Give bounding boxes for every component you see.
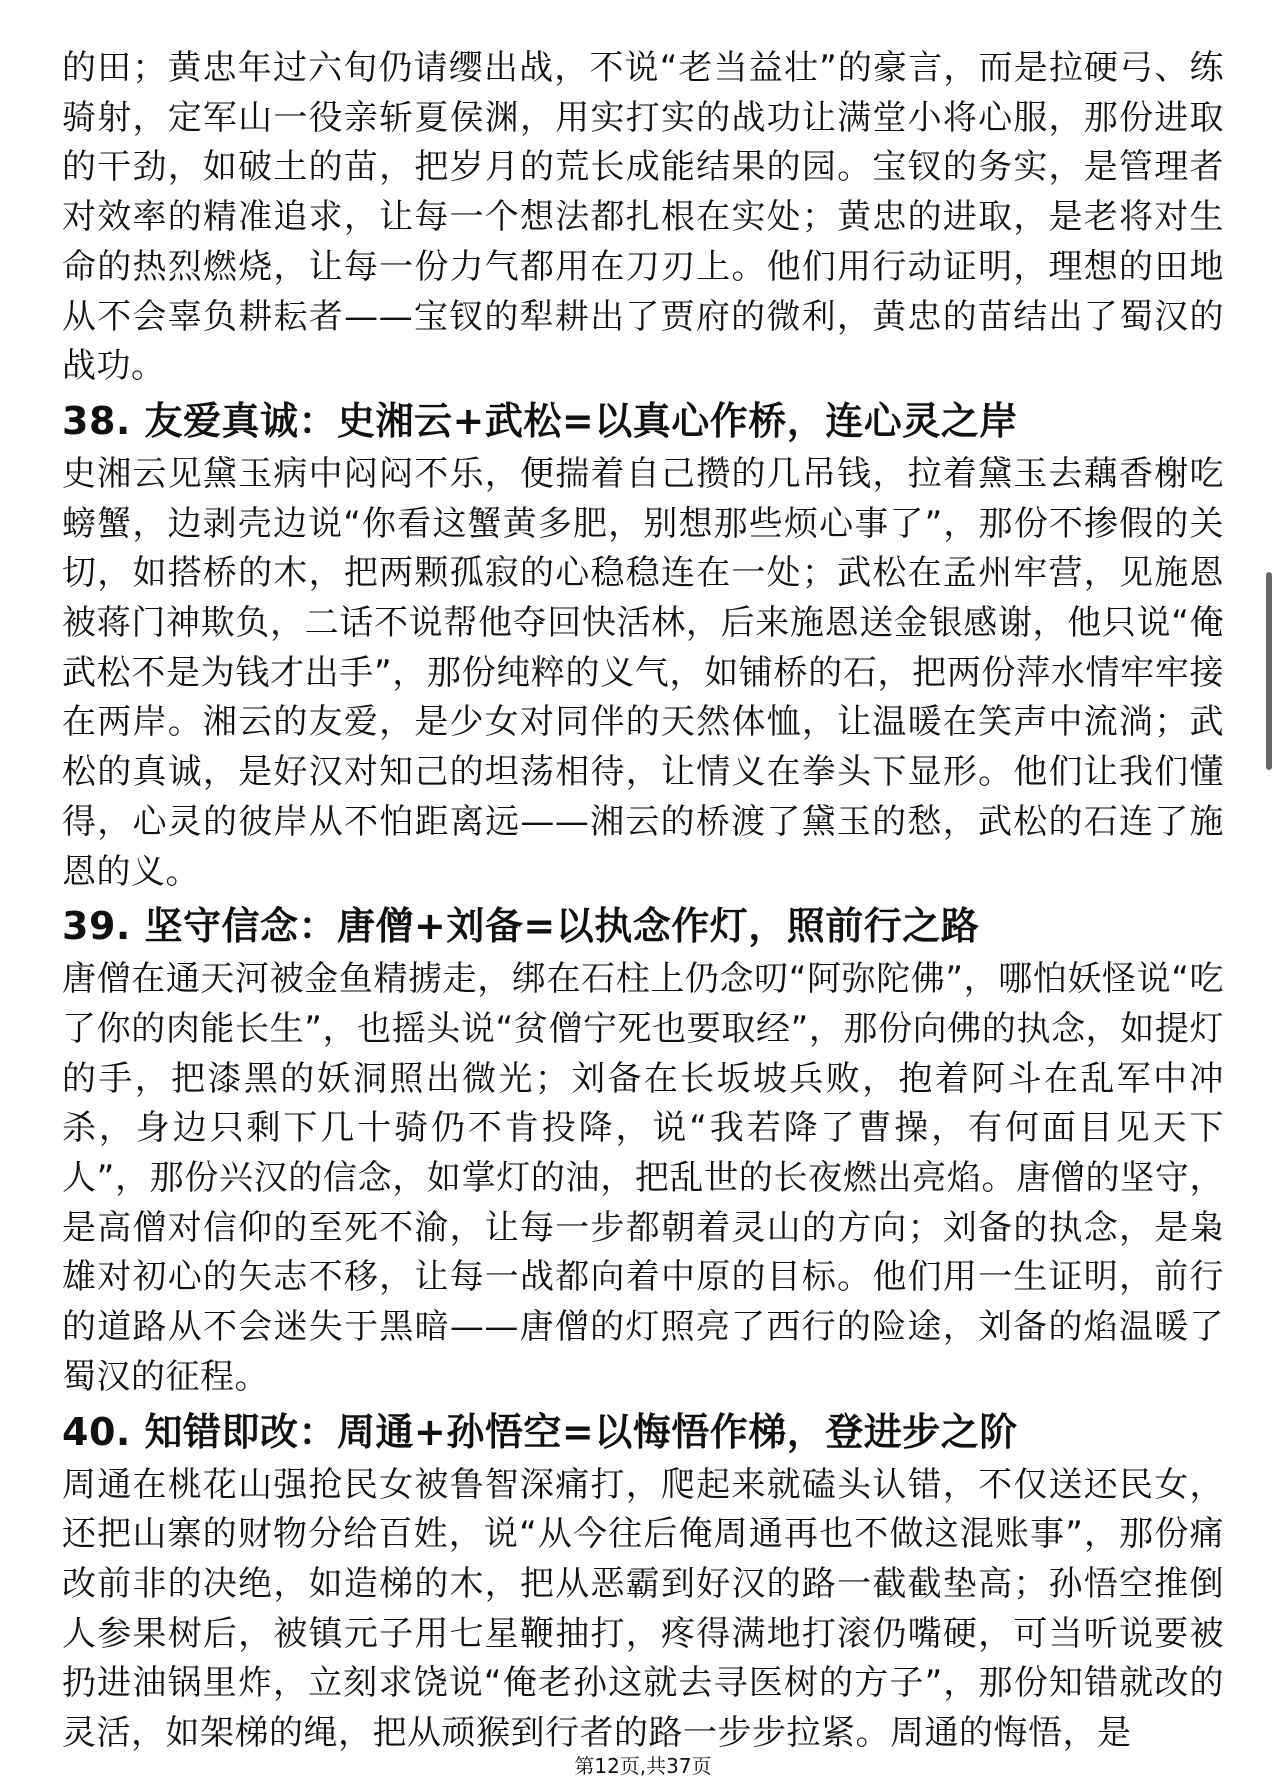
section-heading-39: 39. 坚守信念：唐僧+刘备=以执念作灯，照前行之路 <box>62 904 980 949</box>
section-heading-38: 38. 友爱真诚：史湘云+武松=以真心作桥，连心灵之岸 <box>62 398 1018 443</box>
page-number-footer: 第12页,共37页 <box>574 1754 712 1778</box>
paragraph-38: 史湘云见黛玉病中闷闷不乐，便揣着自己攒的几吊钱，拉着黛玉去藕香榭吃螃蟹，边剥壳边说“你看这蟹黄多肥，别想那些烦心事了”，那份不掺假的关切，如搭桥的木，把两颗孤寂的心稳稳连在一处；武松在孟州牢营，见施恩被蒋门神欺负，二话不说帮他夺回快活林，后来施恩送金银感谢，他只说“俺武松不是为钱才出手”，那份纯粹的义气，如铺桥的石，把两份萍水情牢牢接在两岸。湘云的友爱，是少女对同伴的天然体恤，让温暖在笑声中流淌；武松的真诚，是好汉对知己的坦荡相待，让情义在拳头下显形。他们让我们懂得，心灵的彼岸从不怕距离远——湘云的桥渡了黛玉的愁，武松的石连了施恩的义。 <box>62 453 1224 892</box>
paragraph-39: 唐僧在通天河被金鱼精掳走，绑在石柱上仍念叨“阿弥陀佛”，哪怕妖怪说“吃了你的肉能长生”，也摇头说“贫僧宁死也要取经”，那份向佛的执念，如提灯的手，把漆黑的妖洞照出微光；刘备在长坂坡兵败，抱着阿斗在乱军中冲杀，身边只剩下几十骑仍不肯投降，说“我若降了曹操，有何面目见天下人”，那份兴汉的信念，如掌灯的油，把乱世的长夜燃出亮焰。唐僧的坚守，是高僧对信仰的至死不渝，让每一步都朝着灵山的方向；刘备的执念，是枭雄对初心的矢志不移，让每一战都向着中原的目标。他们用一生证明，前行的道路从不会迷失于黑暗——唐僧的灯照亮了西行的险途，刘备的焰温暖了蜀汉的征程。 <box>62 959 1224 1397</box>
paragraph-40: 周通在桃花山强抢民女被鲁智深痛打，爬起来就磕头认错，不仅送还民女，还把山寨的财物分给百姓，说“从今往后俺周通再也不做这混账事”，那份痛改前非的决绝，如造梯的木，把从恶霸到好汉的路一截截垫高；孙悟空推倒人参果树后，被镇元子用七星鞭抽打，疼得满地打滚仍嘴硬，可当听说要被扔进油锅里炸，立刻求饶说“俺老孙这就去寻医树的方子”，那份知错就改的灵活，如架梯的绳，把从顽猴到行者的路一步步拉紧。周通的悔悟，是 <box>62 1464 1224 1754</box>
paragraph-continued-37: 的田；黄忠年过六旬仍请缨出战，不说“老当益壮”的豪言，而是拉硬弓、练骑射，定军山一役亲斩夏侯渊，用实打实的战功让满堂小将心服，那份进取的干劲，如破土的苗，把岁月的荒长成能结果的园。宝钗的务实，是管理者对效率的精准追求，让每一个想法都扎根在实处；黄忠的进取，是老将对生命的热烈燃烧，让每一份力气都用在刀刃上。他们用行动证明，理想的田地从不会辜负耕耘者——宝钗的犁耕出了贾府的微利，黄忠的苗结出了蜀汉的战功。 <box>62 48 1224 387</box>
vertical-scrollbar[interactable] <box>1266 572 1272 770</box>
section-heading-40: 40. 知错即改：周通+孙悟空=以悔悟作梯，登进步之阶 <box>62 1409 1018 1454</box>
